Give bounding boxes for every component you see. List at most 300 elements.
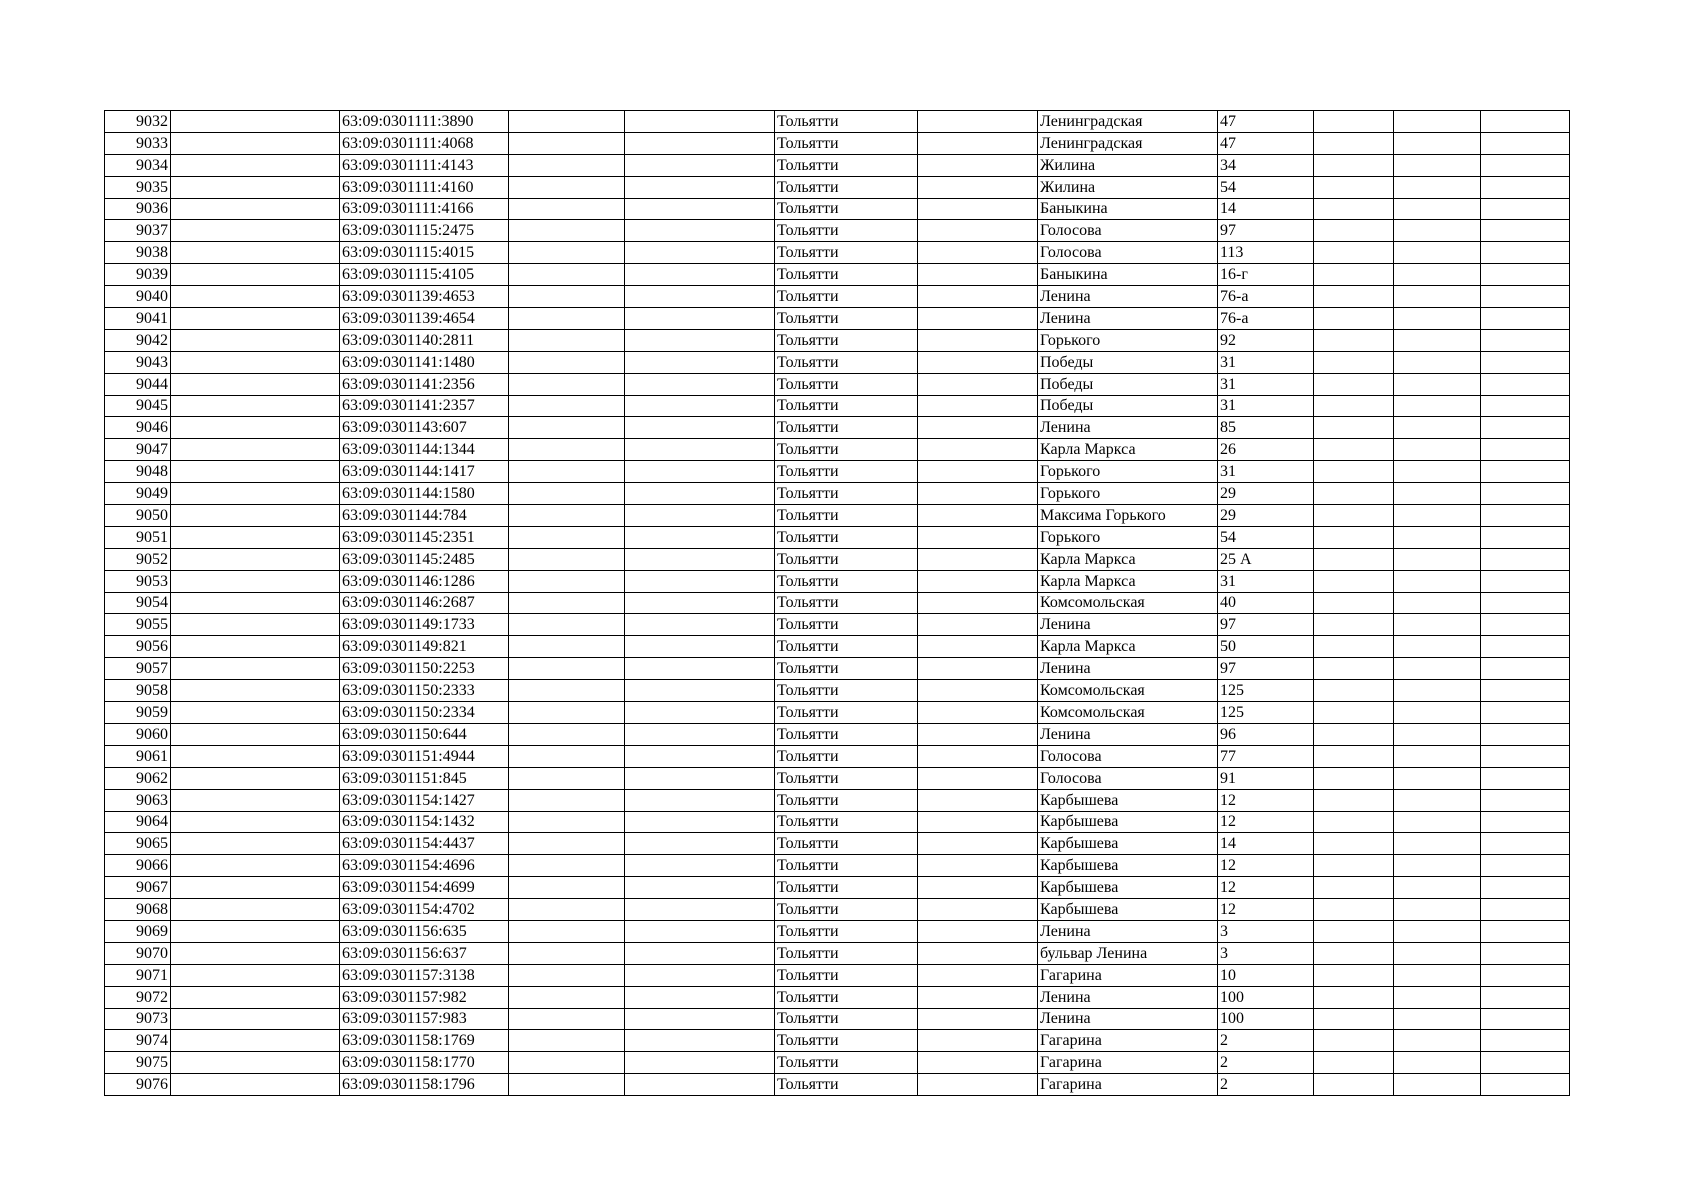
city-cell: Тольятти (775, 526, 918, 548)
table-row (105, 964, 1570, 986)
cadastral-number-cell: 63:09:0301141:1480 (340, 351, 509, 373)
house-number-cell: 10 (1218, 964, 1314, 986)
row-number-cell: 9033 (105, 132, 171, 154)
cadastral-number-cell: 63:09:0301141:2356 (340, 373, 509, 395)
row-number-cell: 9065 (105, 833, 171, 855)
empty-cell (918, 461, 1038, 483)
table-row (105, 1030, 1570, 1052)
city-cell: Тольятти (775, 680, 918, 702)
cadastral-number-cell: 63:09:0301150:644 (340, 723, 509, 745)
empty-cell (1394, 132, 1481, 154)
empty-cell (1481, 1074, 1570, 1096)
empty-cell (509, 198, 625, 220)
empty-cell (1314, 855, 1394, 877)
city-cell: Тольятти (775, 920, 918, 942)
table-row (105, 920, 1570, 942)
cadastral-number-cell: 63:09:0301115:4105 (340, 264, 509, 286)
empty-cell (918, 1052, 1038, 1074)
house-number-cell: 31 (1218, 570, 1314, 592)
street-cell: Карбышева (1038, 789, 1218, 811)
empty-cell (171, 899, 340, 921)
empty-cell (509, 461, 625, 483)
empty-cell (1394, 658, 1481, 680)
table-row (105, 570, 1570, 592)
house-number-cell: 14 (1218, 198, 1314, 220)
empty-cell (509, 723, 625, 745)
empty-cell (1314, 395, 1394, 417)
street-cell: Комсомольская (1038, 592, 1218, 614)
city-cell: Тольятти (775, 767, 918, 789)
empty-cell (918, 811, 1038, 833)
table-row (105, 286, 1570, 308)
empty-cell (918, 767, 1038, 789)
empty-cell (1314, 373, 1394, 395)
cadastral-number-cell: 63:09:0301154:4437 (340, 833, 509, 855)
empty-cell (918, 132, 1038, 154)
street-cell: Ленинградская (1038, 111, 1218, 133)
city-cell: Тольятти (775, 461, 918, 483)
house-number-cell: 97 (1218, 658, 1314, 680)
empty-cell (918, 373, 1038, 395)
house-number-cell: 92 (1218, 329, 1314, 351)
empty-cell (625, 636, 775, 658)
cadastral-number-cell: 63:09:0301150:2253 (340, 658, 509, 680)
empty-cell (171, 1052, 340, 1074)
table-row (105, 702, 1570, 724)
street-cell: Голосова (1038, 242, 1218, 264)
empty-cell (1481, 702, 1570, 724)
house-number-cell: 3 (1218, 920, 1314, 942)
house-number-cell: 76-а (1218, 308, 1314, 330)
street-cell: Гагарина (1038, 1074, 1218, 1096)
city-cell: Тольятти (775, 658, 918, 680)
empty-cell (1314, 877, 1394, 899)
empty-cell (1394, 920, 1481, 942)
table-row (105, 111, 1570, 133)
table-row (105, 942, 1570, 964)
empty-cell (509, 592, 625, 614)
house-number-cell: 31 (1218, 351, 1314, 373)
empty-cell (509, 417, 625, 439)
empty-cell (171, 877, 340, 899)
empty-cell (918, 154, 1038, 176)
empty-cell (918, 614, 1038, 636)
empty-cell (918, 658, 1038, 680)
cadastral-number-cell: 63:09:0301144:1417 (340, 461, 509, 483)
house-number-cell: 14 (1218, 833, 1314, 855)
table-row (105, 614, 1570, 636)
house-number-cell: 31 (1218, 461, 1314, 483)
empty-cell (918, 680, 1038, 702)
house-number-cell: 85 (1218, 417, 1314, 439)
table-row (105, 461, 1570, 483)
empty-cell (1314, 220, 1394, 242)
empty-cell (1314, 680, 1394, 702)
empty-cell (509, 658, 625, 680)
empty-cell (625, 483, 775, 505)
city-cell: Тольятти (775, 855, 918, 877)
empty-cell (1314, 461, 1394, 483)
cadastral-number-cell: 63:09:0301139:4654 (340, 308, 509, 330)
house-number-cell: 91 (1218, 767, 1314, 789)
empty-cell (1394, 964, 1481, 986)
city-cell: Тольятти (775, 789, 918, 811)
empty-cell (1314, 614, 1394, 636)
empty-cell (509, 483, 625, 505)
street-cell: Карла Маркса (1038, 548, 1218, 570)
row-number-cell: 9072 (105, 986, 171, 1008)
row-number-cell: 9059 (105, 702, 171, 724)
cadastral-number-cell: 63:09:0301157:983 (340, 1008, 509, 1030)
empty-cell (509, 132, 625, 154)
empty-cell (625, 570, 775, 592)
row-number-cell: 9045 (105, 395, 171, 417)
cadastral-number-cell: 63:09:0301111:4166 (340, 198, 509, 220)
empty-cell (625, 395, 775, 417)
empty-cell (625, 964, 775, 986)
row-number-cell: 9034 (105, 154, 171, 176)
empty-cell (1481, 964, 1570, 986)
empty-cell (1314, 154, 1394, 176)
empty-cell (171, 570, 340, 592)
table-row (105, 1052, 1570, 1074)
street-cell: Горького (1038, 483, 1218, 505)
city-cell: Тольятти (775, 132, 918, 154)
row-number-cell: 9064 (105, 811, 171, 833)
empty-cell (171, 942, 340, 964)
empty-cell (1481, 220, 1570, 242)
empty-cell (625, 308, 775, 330)
empty-cell (625, 176, 775, 198)
row-number-cell: 9050 (105, 505, 171, 527)
empty-cell (1394, 877, 1481, 899)
cadastral-number-cell: 63:09:0301139:4653 (340, 286, 509, 308)
city-cell: Тольятти (775, 308, 918, 330)
city-cell: Тольятти (775, 242, 918, 264)
row-number-cell: 9068 (105, 899, 171, 921)
cadastral-number-cell: 63:09:0301154:1432 (340, 811, 509, 833)
empty-cell (171, 1074, 340, 1096)
empty-cell (918, 264, 1038, 286)
house-number-cell: 54 (1218, 526, 1314, 548)
empty-cell (1481, 1052, 1570, 1074)
street-cell: Голосова (1038, 220, 1218, 242)
empty-cell (171, 505, 340, 527)
cadastral-number-cell: 63:09:0301144:1580 (340, 483, 509, 505)
empty-cell (625, 220, 775, 242)
city-cell: Тольятти (775, 351, 918, 373)
empty-cell (509, 373, 625, 395)
city-cell: Тольятти (775, 483, 918, 505)
empty-cell (171, 592, 340, 614)
empty-cell (171, 833, 340, 855)
empty-cell (171, 286, 340, 308)
cadastral-number-cell: 63:09:0301141:2357 (340, 395, 509, 417)
empty-cell (509, 264, 625, 286)
cadastral-number-cell: 63:09:0301154:4696 (340, 855, 509, 877)
empty-cell (1394, 373, 1481, 395)
empty-cell (1394, 483, 1481, 505)
row-number-cell: 9049 (105, 483, 171, 505)
empty-cell (918, 636, 1038, 658)
cadastral-number-cell: 63:09:0301151:4944 (340, 745, 509, 767)
empty-cell (1314, 132, 1394, 154)
empty-cell (171, 132, 340, 154)
empty-cell (625, 1030, 775, 1052)
empty-cell (171, 789, 340, 811)
empty-cell (1481, 264, 1570, 286)
street-cell: Карбышева (1038, 833, 1218, 855)
empty-cell (509, 964, 625, 986)
empty-cell (1481, 483, 1570, 505)
street-cell: Комсомольская (1038, 680, 1218, 702)
street-cell: Горького (1038, 329, 1218, 351)
cadastral-number-cell: 63:09:0301111:4160 (340, 176, 509, 198)
row-number-cell: 9044 (105, 373, 171, 395)
city-cell: Тольятти (775, 745, 918, 767)
empty-cell (1314, 329, 1394, 351)
cadastral-number-cell: 63:09:0301158:1796 (340, 1074, 509, 1096)
street-cell: Ленина (1038, 417, 1218, 439)
table-row (105, 154, 1570, 176)
city-cell: Тольятти (775, 570, 918, 592)
table-row (105, 548, 1570, 570)
empty-cell (1394, 723, 1481, 745)
empty-cell (509, 176, 625, 198)
empty-cell (918, 920, 1038, 942)
house-number-cell: 16-г (1218, 264, 1314, 286)
empty-cell (1481, 658, 1570, 680)
street-cell: Гагарина (1038, 964, 1218, 986)
empty-cell (1314, 351, 1394, 373)
empty-cell (1394, 1052, 1481, 1074)
table-row (105, 176, 1570, 198)
empty-cell (509, 1008, 625, 1030)
empty-cell (1394, 570, 1481, 592)
empty-cell (509, 308, 625, 330)
table-row (105, 1074, 1570, 1096)
empty-cell (171, 308, 340, 330)
house-number-cell: 100 (1218, 1008, 1314, 1030)
empty-cell (625, 833, 775, 855)
empty-cell (1481, 526, 1570, 548)
empty-cell (1314, 833, 1394, 855)
empty-cell (1314, 286, 1394, 308)
empty-cell (1481, 373, 1570, 395)
row-number-cell: 9048 (105, 461, 171, 483)
table-row (105, 877, 1570, 899)
row-number-cell: 9038 (105, 242, 171, 264)
empty-cell (1314, 1030, 1394, 1052)
empty-cell (1481, 329, 1570, 351)
empty-cell (1481, 614, 1570, 636)
empty-cell (625, 855, 775, 877)
street-cell: Комсомольская (1038, 702, 1218, 724)
empty-cell (171, 680, 340, 702)
empty-cell (918, 242, 1038, 264)
city-cell: Тольятти (775, 899, 918, 921)
table-row (105, 592, 1570, 614)
row-number-cell: 9058 (105, 680, 171, 702)
street-cell: Карла Маркса (1038, 570, 1218, 592)
empty-cell (509, 833, 625, 855)
empty-cell (625, 942, 775, 964)
cadastral-number-cell: 63:09:0301154:4702 (340, 899, 509, 921)
empty-cell (1481, 1008, 1570, 1030)
empty-cell (1394, 899, 1481, 921)
empty-cell (171, 329, 340, 351)
house-number-cell: 47 (1218, 132, 1314, 154)
empty-cell (1481, 132, 1570, 154)
empty-cell (625, 723, 775, 745)
row-number-cell: 9046 (105, 417, 171, 439)
empty-cell (509, 220, 625, 242)
empty-cell (1314, 198, 1394, 220)
empty-cell (1481, 855, 1570, 877)
empty-cell (1314, 723, 1394, 745)
row-number-cell: 9041 (105, 308, 171, 330)
row-number-cell: 9076 (105, 1074, 171, 1096)
empty-cell (509, 855, 625, 877)
empty-cell (509, 680, 625, 702)
street-cell: Карла Маркса (1038, 636, 1218, 658)
street-cell: Победы (1038, 373, 1218, 395)
row-number-cell: 9039 (105, 264, 171, 286)
empty-cell (625, 132, 775, 154)
street-cell: Ленина (1038, 308, 1218, 330)
empty-cell (509, 702, 625, 724)
empty-cell (1394, 176, 1481, 198)
row-number-cell: 9060 (105, 723, 171, 745)
empty-cell (1481, 154, 1570, 176)
city-cell: Тольятти (775, 329, 918, 351)
city-cell: Тольятти (775, 395, 918, 417)
row-number-cell: 9071 (105, 964, 171, 986)
empty-cell (625, 198, 775, 220)
empty-cell (1394, 264, 1481, 286)
empty-cell (918, 351, 1038, 373)
city-cell: Тольятти (775, 614, 918, 636)
empty-cell (1314, 526, 1394, 548)
table-row (105, 132, 1570, 154)
house-number-cell: 34 (1218, 154, 1314, 176)
empty-cell (918, 592, 1038, 614)
empty-cell (1394, 1030, 1481, 1052)
street-cell: Жилина (1038, 154, 1218, 176)
cadastral-number-cell: 63:09:0301150:2334 (340, 702, 509, 724)
empty-cell (171, 483, 340, 505)
row-number-cell: 9051 (105, 526, 171, 548)
cadastral-number-cell: 63:09:0301144:784 (340, 505, 509, 527)
empty-cell (1481, 395, 1570, 417)
empty-cell (171, 439, 340, 461)
empty-cell (1394, 811, 1481, 833)
house-number-cell: 76-а (1218, 286, 1314, 308)
cadastral-number-cell: 63:09:0301156:635 (340, 920, 509, 942)
city-cell: Тольятти (775, 986, 918, 1008)
empty-cell (625, 264, 775, 286)
empty-cell (1394, 855, 1481, 877)
empty-cell (1481, 986, 1570, 1008)
empty-cell (1314, 176, 1394, 198)
empty-cell (1394, 833, 1481, 855)
empty-cell (1314, 570, 1394, 592)
cadastral-number-cell: 63:09:0301145:2485 (340, 548, 509, 570)
street-cell: Голосова (1038, 767, 1218, 789)
house-number-cell: 113 (1218, 242, 1314, 264)
city-cell: Тольятти (775, 1030, 918, 1052)
empty-cell (171, 920, 340, 942)
empty-cell (509, 636, 625, 658)
empty-cell (1481, 877, 1570, 899)
empty-cell (1481, 811, 1570, 833)
empty-cell (171, 111, 340, 133)
empty-cell (171, 417, 340, 439)
row-number-cell: 9042 (105, 329, 171, 351)
empty-cell (171, 614, 340, 636)
empty-cell (509, 154, 625, 176)
house-number-cell: 47 (1218, 111, 1314, 133)
row-number-cell: 9043 (105, 351, 171, 373)
empty-cell (1314, 242, 1394, 264)
empty-cell (625, 286, 775, 308)
row-number-cell: 9040 (105, 286, 171, 308)
street-cell: Ленина (1038, 723, 1218, 745)
empty-cell (1481, 592, 1570, 614)
empty-cell (1394, 614, 1481, 636)
empty-cell (1481, 833, 1570, 855)
empty-cell (918, 745, 1038, 767)
empty-cell (1314, 767, 1394, 789)
empty-cell (1394, 308, 1481, 330)
empty-cell (1481, 1030, 1570, 1052)
street-cell: Ленина (1038, 986, 1218, 1008)
empty-cell (625, 373, 775, 395)
empty-cell (171, 548, 340, 570)
empty-cell (171, 723, 340, 745)
city-cell: Тольятти (775, 877, 918, 899)
house-number-cell: 31 (1218, 373, 1314, 395)
row-number-cell: 9052 (105, 548, 171, 570)
house-number-cell: 29 (1218, 483, 1314, 505)
row-number-cell: 9062 (105, 767, 171, 789)
empty-cell (1314, 920, 1394, 942)
row-number-cell: 9070 (105, 942, 171, 964)
empty-cell (509, 526, 625, 548)
empty-cell (509, 614, 625, 636)
empty-cell (625, 592, 775, 614)
cadastral-number-cell: 63:09:0301115:2475 (340, 220, 509, 242)
table-row (105, 789, 1570, 811)
empty-cell (625, 702, 775, 724)
house-number-cell: 29 (1218, 505, 1314, 527)
city-cell: Тольятти (775, 1008, 918, 1030)
empty-cell (509, 942, 625, 964)
empty-cell (171, 1008, 340, 1030)
empty-cell (1481, 680, 1570, 702)
empty-cell (509, 1030, 625, 1052)
table-row (105, 483, 1570, 505)
empty-cell (625, 877, 775, 899)
row-number-cell: 9032 (105, 111, 171, 133)
empty-cell (1394, 286, 1481, 308)
empty-cell (1314, 483, 1394, 505)
cadastral-number-cell: 63:09:0301140:2811 (340, 329, 509, 351)
row-number-cell: 9075 (105, 1052, 171, 1074)
row-number-cell: 9036 (105, 198, 171, 220)
cadastral-number-cell: 63:09:0301158:1769 (340, 1030, 509, 1052)
empty-cell (1481, 417, 1570, 439)
